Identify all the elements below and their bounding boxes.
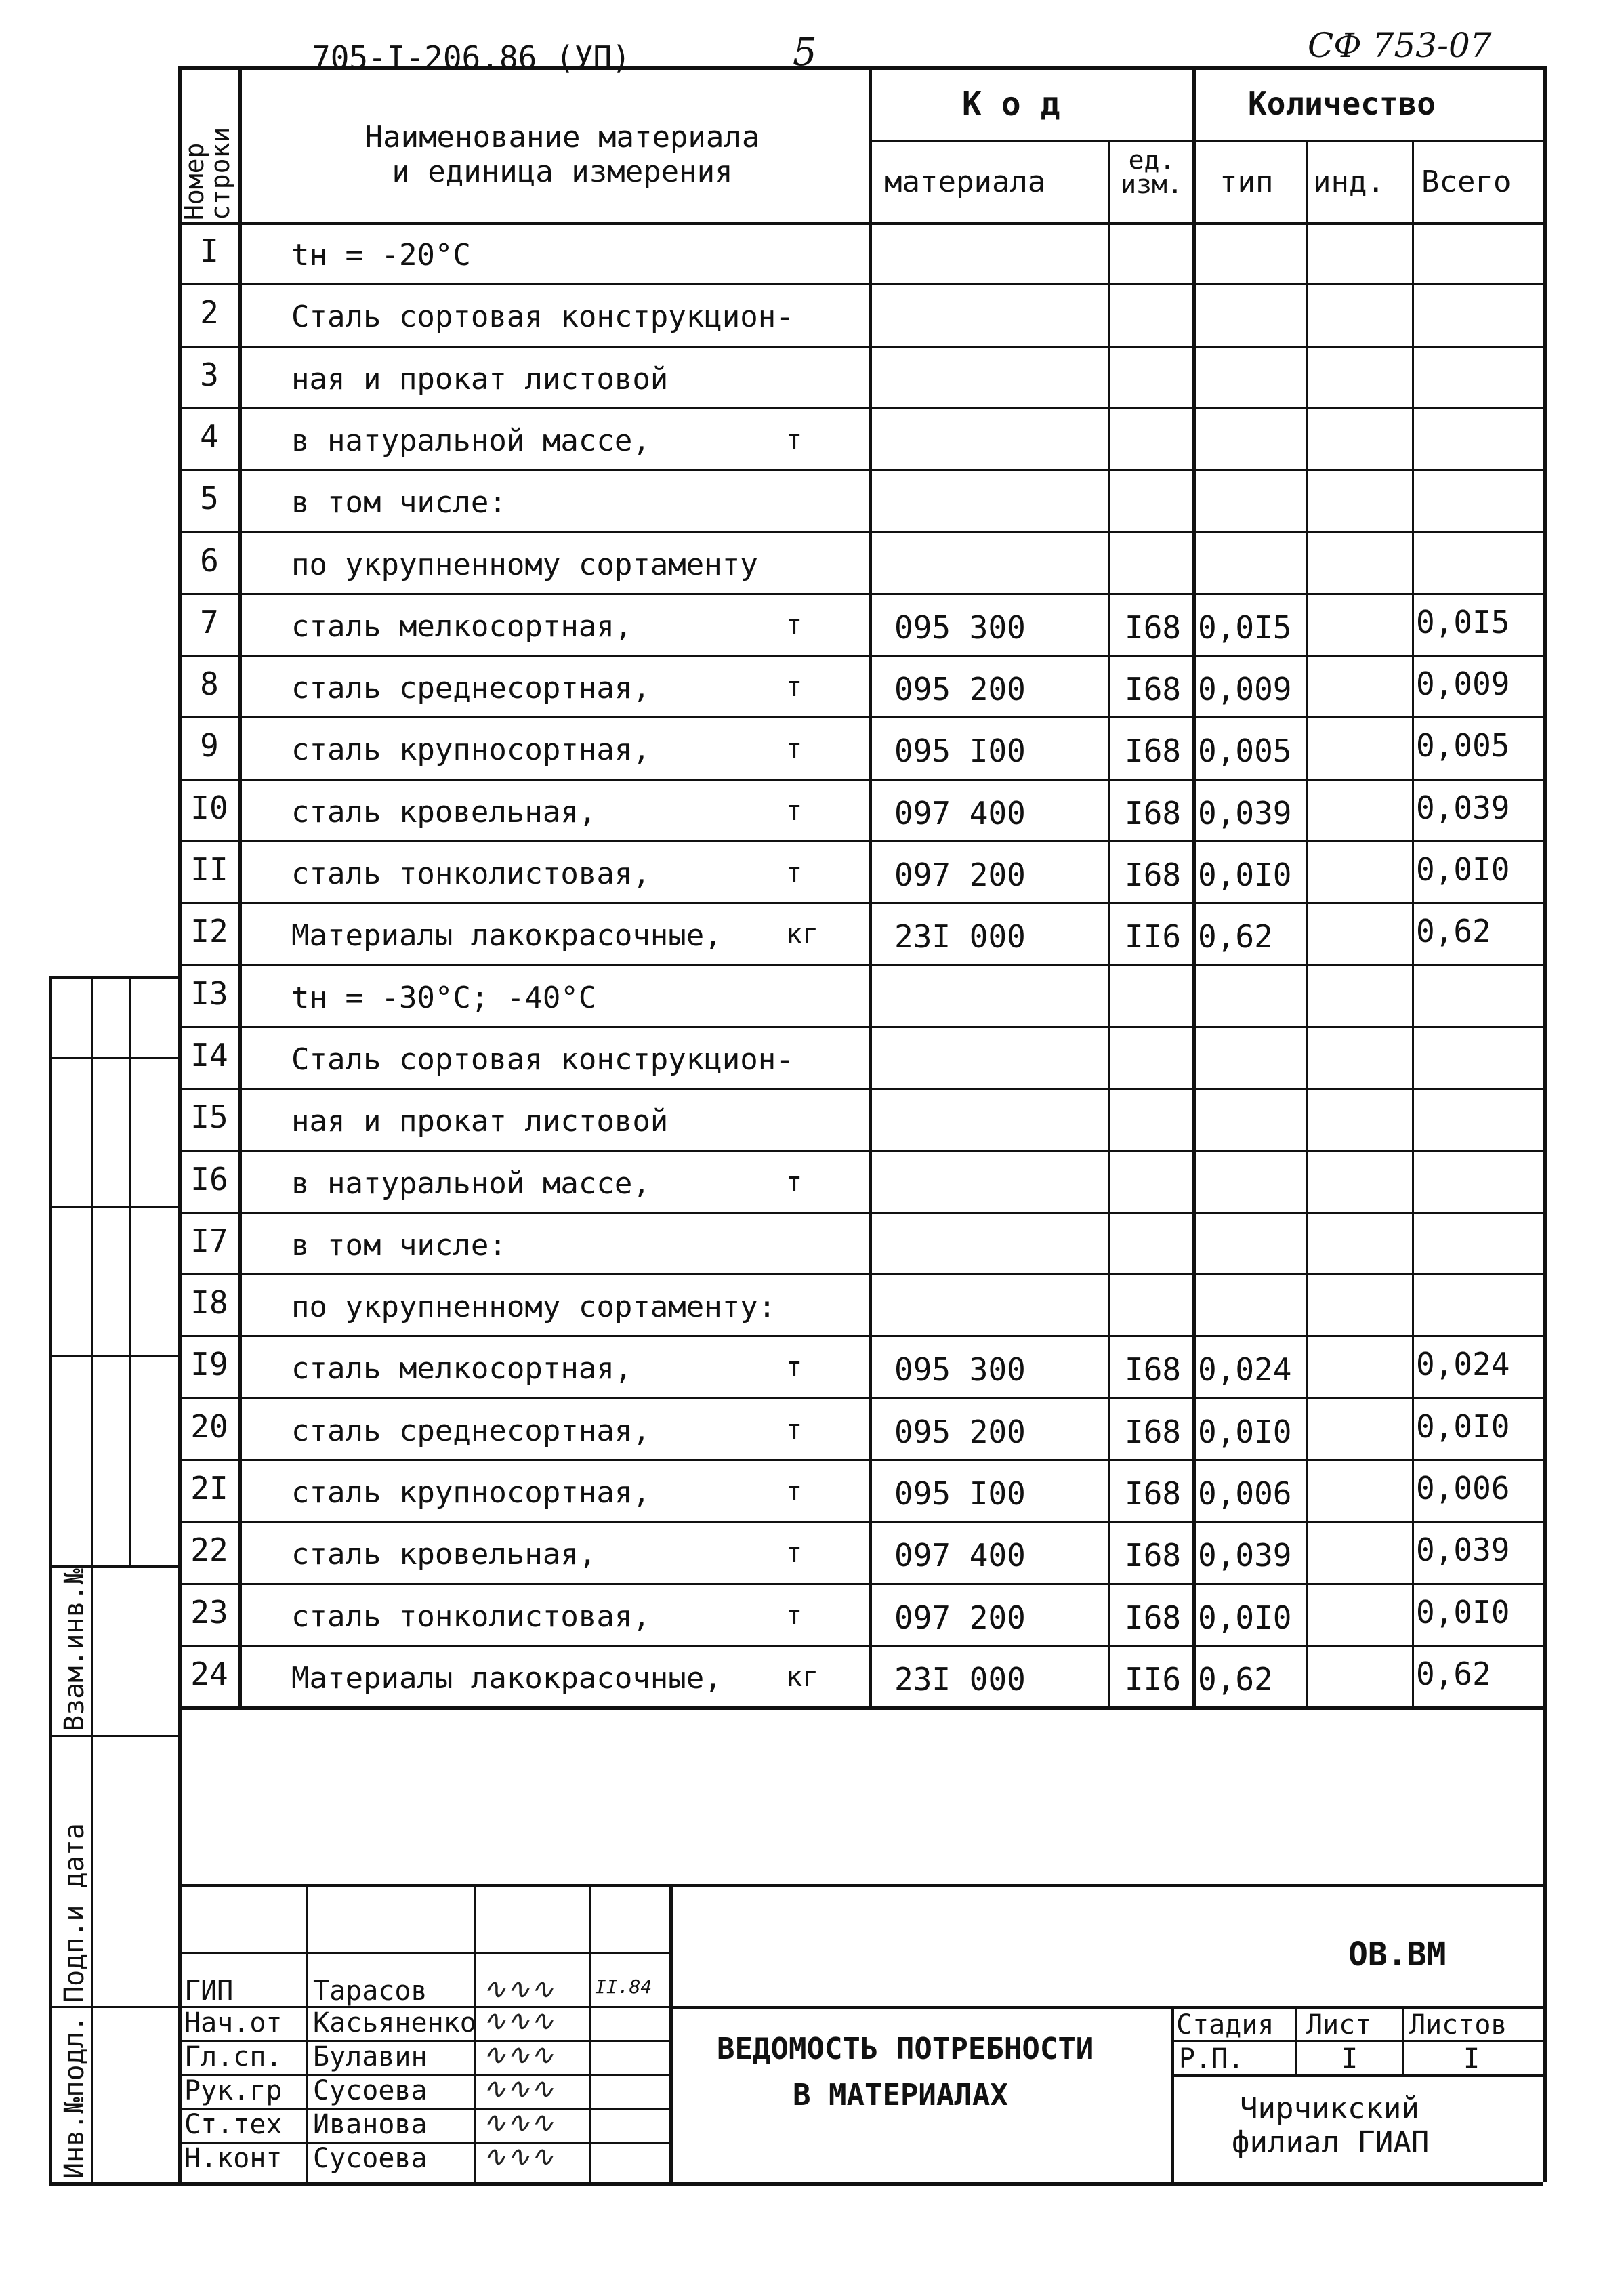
row-number: II [190,851,228,888]
grid-line [178,407,1543,409]
grid-line [178,779,1543,781]
stamp-name: Сусоева [313,2075,428,2106]
stamp-role: Рук.гр [184,2075,283,2106]
row-unit: т [786,672,803,703]
row-name: сталь тонколистовая, [291,1599,650,1634]
row-number: I9 [190,1346,228,1383]
grid-line [178,469,1543,471]
side-vzam-inv: Взам.инв.№ [59,1568,90,1732]
grid-line [178,1884,1543,1887]
grid-line [306,1884,308,2182]
grid-line [178,964,1543,966]
grid-line [1171,2006,1174,2182]
stamp-name: Тарасов [313,1975,428,2007]
row-material-code: 097 200 [894,857,1026,893]
col-row-number-header: Номер строки [180,127,235,220]
grid-line [869,140,1543,142]
row-qty-typ: 0,62 [1198,918,1273,956]
row-name: Материалы лакокрасочные, [291,1660,722,1696]
grid-line [178,531,1543,533]
row-name: в том числе: [291,485,507,520]
row-name: сталь мелкосортная, [291,1351,633,1387]
grid-line [178,1521,1543,1523]
row-material-code: 097 400 [894,794,1026,832]
doc-title-line1: ВЕДОМОСТЬ ПОТРЕБНОСТИ [717,2032,1094,2066]
row-name: сталь крупносортная, [291,733,650,768]
row-qty-total: 0,009 [1416,665,1510,703]
grid-line [49,2006,178,2008]
row-name: tн = -30°C; -40°C [291,980,597,1015]
row-number: 20 [190,1408,228,1445]
grid-line [91,976,93,2182]
stage-value: Р.П. [1179,2043,1245,2074]
page-mark: 5 [793,30,817,75]
grid-line [49,976,178,979]
grid-line [49,1565,178,1568]
sheets-value: I [1463,2043,1480,2074]
grid-line [178,1645,1543,1647]
grid-line [178,1273,1543,1275]
row-unit: кг [786,919,819,951]
row-qty-total: 0,005 [1416,727,1510,764]
row-measure-unit: II6 [1125,1660,1182,1698]
col-ind-header: инд. [1313,165,1385,199]
row-name: в том числе: [291,1227,507,1263]
grid-line [178,222,1543,225]
sheet-label: Лист [1306,2009,1372,2041]
row-measure-unit: I68 [1125,857,1182,893]
row-measure-unit: I68 [1125,794,1182,832]
grid-line [129,976,131,1565]
row-qty-typ: 0,0I0 [1198,1413,1292,1450]
doc-code: 705-I-206.86 (УП) [312,39,631,76]
row-name: ная и прокат листовой [291,361,669,396]
row-number: 23 [190,1593,228,1631]
row-unit: т [786,1538,803,1570]
row-name: по укрупненному сортаменту: [291,1290,776,1325]
row-name: сталь среднесортная, [291,1413,650,1448]
row-qty-typ: 0,0I5 [1198,609,1292,646]
row-measure-unit: I68 [1125,1475,1182,1512]
row-unit: т [786,1414,803,1446]
row-qty-total: 0,0I0 [1416,1408,1510,1445]
row-qty-typ: 0,62 [1198,1660,1273,1698]
grid-line [178,66,1543,70]
row-unit: т [786,1352,803,1384]
row-number: 4 [200,417,219,455]
row-material-code: 097 400 [894,1537,1026,1574]
grid-line [178,840,1543,842]
row-number: 6 [200,541,219,579]
row-material-code: 095 200 [894,1413,1026,1450]
row-qty-total: 0,62 [1416,913,1491,950]
grid-line [669,1884,673,2182]
col-quantity-header: Количество [1248,85,1436,122]
grid-line [1108,140,1110,1706]
row-name: tн = -20°C [291,238,471,272]
row-name: в натуральной массе, [291,1166,650,1201]
row-qty-total: 0,0I5 [1416,603,1510,640]
row-number: I5 [190,1099,228,1136]
row-number: I4 [190,1036,228,1073]
grid-line [49,1206,178,1208]
row-unit: кг [786,1661,819,1693]
col-name-header: Наименование материала и единица измерения [365,120,760,189]
row-unit: т [786,424,803,455]
row-number: 3 [200,356,219,393]
grid-line [178,283,1543,285]
row-name: сталь тонколистовая, [291,857,650,891]
row-unit: т [786,609,803,641]
row-qty-total: 0,024 [1416,1346,1510,1383]
signature-icon: ∿∿∿ [482,1972,554,2005]
row-number: 5 [200,480,219,517]
sheet-value: I [1341,2043,1358,2074]
col-unit-header: ед. изм. [1121,145,1183,200]
signature-icon: ∿∿∿ [482,2106,554,2139]
row-number: I2 [190,913,228,950]
grid-line [589,1884,591,2182]
grid-line [49,1355,178,1357]
doc-title-line2: В МАТЕРИАЛАХ [793,2078,1008,2112]
stamp-date: II.84 [595,1975,652,1998]
grid-line [178,1088,1543,1090]
col-typ-header: тип [1220,165,1274,199]
row-unit: т [786,1599,803,1631]
row-qty-typ: 0,006 [1198,1475,1292,1512]
row-qty-typ: 0,024 [1198,1351,1292,1389]
stamp-name: Касьяненко [313,2007,476,2039]
row-name: сталь крупносортная, [291,1475,650,1510]
grid-line [178,902,1543,904]
row-material-code: 097 200 [894,1599,1026,1636]
grid-line [1543,66,1547,2182]
row-material-code: 23I 000 [894,918,1026,956]
row-measure-unit: II6 [1125,918,1182,956]
grid-line [178,593,1543,595]
signature-icon: ∿∿∿ [482,2072,554,2105]
stamp-role: Н.конт [184,2143,283,2174]
stamp-name: Сусоева [313,2143,428,2174]
row-name: по укрупненному сортаменту [291,547,758,582]
col-code-header: К о д [962,85,1060,123]
row-measure-unit: I68 [1125,733,1182,770]
col-total-header: Всего [1421,165,1512,199]
row-number: 2 [200,294,219,331]
stamp-role: ГИП [184,1975,234,2007]
row-number: 2I [190,1470,228,1507]
stamp-name: Иванова [313,2109,428,2140]
col-material-header: материала [884,165,1046,199]
grid-line [178,1212,1543,1214]
row-name: сталь кровельная, [291,794,597,830]
row-number: 24 [190,1655,228,1692]
grid-line [178,716,1543,718]
grid-line [49,2182,1543,2186]
row-name: Материалы лакокрасочные, [291,918,722,954]
signature-icon: ∿∿∿ [482,2038,554,2071]
row-name: Сталь сортовая конструкцион- [291,1042,794,1077]
row-material-code: 095 300 [894,609,1026,646]
signature-icon: ∿∿∿ [482,2139,554,2173]
row-material-code: 23I 000 [894,1660,1026,1698]
grid-line [49,976,52,2182]
row-qty-typ: 0,005 [1198,733,1292,770]
row-unit: т [786,1166,803,1198]
row-number: I3 [190,975,228,1012]
row-qty-typ: 0,039 [1198,794,1292,832]
stamp-role: Гл.сп. [184,2041,283,2072]
grid-line [178,1026,1543,1028]
row-name: Сталь сортовая конструкцион- [291,300,794,335]
grid-line [178,655,1543,657]
row-measure-unit: I68 [1125,671,1182,708]
grid-line [178,1706,1543,1710]
row-name: сталь среднесортная, [291,671,650,706]
row-qty-total: 0,039 [1416,789,1510,826]
row-unit: т [786,733,803,765]
grid-line [49,1057,178,1059]
row-qty-total: 0,0I0 [1416,1593,1510,1631]
row-qty-total: 0,006 [1416,1470,1510,1507]
row-name: сталь мелкосортная, [291,609,633,644]
row-qty-typ: 0,009 [1198,671,1292,708]
row-name: сталь кровельная, [291,1537,597,1572]
grid-line [1412,140,1414,1706]
row-number: I0 [190,789,228,826]
stage-label: Стадия [1176,2009,1274,2041]
side-podp-data: Подп.и дата [59,1823,90,2003]
row-number: I [200,232,219,269]
grid-line [178,1583,1543,1585]
row-material-code: 095 I00 [894,733,1026,770]
row-number: I7 [190,1222,228,1259]
row-unit: т [786,795,803,827]
doc-mark: ОВ.ВМ [1348,1936,1446,1973]
org-line2: филиал ГИАП [1232,2125,1430,2160]
row-measure-unit: I68 [1125,1413,1182,1450]
row-number: 7 [200,603,219,640]
row-material-code: 095 300 [894,1351,1026,1389]
stamp-name: Булавин [313,2041,428,2072]
row-number: 22 [190,1532,228,1569]
row-name: в натуральной массе, [291,423,650,458]
side-inv-podl: Инв.№подл. [59,2015,90,2179]
grid-line [178,1335,1543,1337]
signature-icon: ∿∿∿ [482,2004,554,2037]
row-number: I8 [190,1284,228,1322]
grid-line [1295,2006,1297,2074]
grid-line [178,1397,1543,1399]
sheets-label: Листов [1409,2009,1507,2041]
stamp-role: Нач.от [184,2007,283,2039]
grid-line [178,1150,1543,1152]
row-unit: т [786,857,803,888]
grid-line [178,1459,1543,1461]
row-qty-total: 0,62 [1416,1655,1491,1692]
grid-line [49,1735,178,1737]
org-line1: Чирчикский [1240,2091,1419,2126]
sheet-ref: СФ 753-07 [1308,26,1492,65]
grid-line [1402,2006,1404,2074]
row-number: 8 [200,665,219,703]
grid-line [1306,140,1308,1706]
row-name: ная и прокат листовой [291,1104,669,1139]
grid-line [178,1952,669,1954]
grid-line [178,346,1543,348]
row-qty-typ: 0,039 [1198,1537,1292,1574]
row-number: I6 [190,1160,228,1197]
row-qty-typ: 0,0I0 [1198,1599,1292,1636]
row-qty-typ: 0,0I0 [1198,857,1292,893]
stamp-role: Ст.тех [184,2109,283,2140]
row-qty-total: 0,039 [1416,1532,1510,1569]
row-number: 9 [200,727,219,764]
row-material-code: 095 I00 [894,1475,1026,1512]
row-measure-unit: I68 [1125,1599,1182,1636]
row-measure-unit: I68 [1125,1351,1182,1389]
row-unit: т [786,1476,803,1507]
row-material-code: 095 200 [894,671,1026,708]
row-measure-unit: I68 [1125,1537,1182,1574]
row-measure-unit: I68 [1125,609,1182,646]
row-qty-total: 0,0I0 [1416,851,1510,888]
grid-line [178,66,182,2182]
